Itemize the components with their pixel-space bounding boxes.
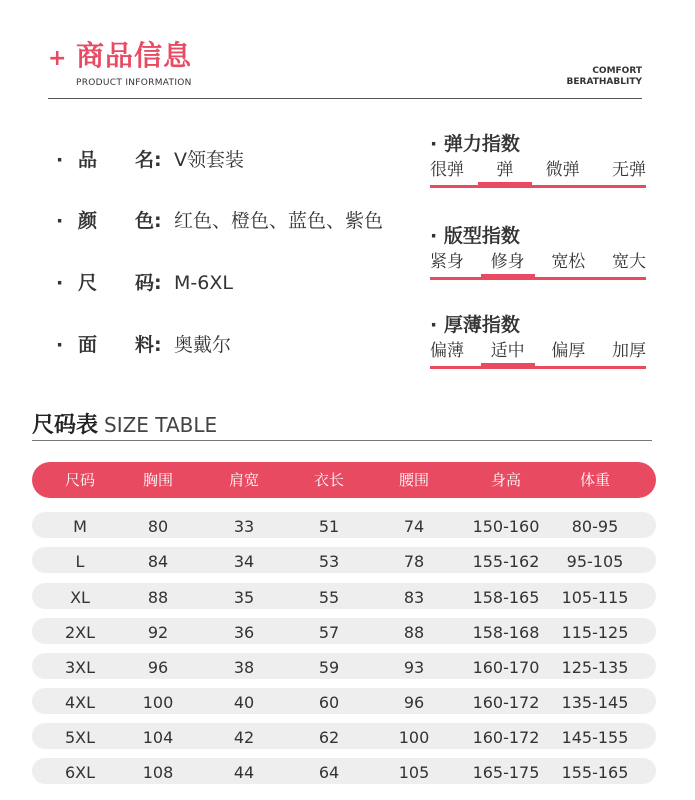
section-title: 商品信息: [76, 39, 193, 72]
table-cell: 55: [318, 588, 340, 607]
table-cell: 57: [318, 623, 340, 642]
table-cell: 35: [233, 588, 255, 607]
product-color-label: 颜 色:: [78, 210, 162, 232]
table-cell: 93: [403, 658, 425, 677]
size-table-subtitle: SIZE TABLE: [104, 413, 218, 437]
table-cell: 105-115: [561, 588, 629, 607]
table-cell: 105: [398, 763, 430, 782]
thickness-marker: [481, 363, 535, 369]
table-cell: 5XL: [64, 728, 96, 747]
option-selected: 适中: [490, 341, 525, 361]
header-cell: 衣长: [313, 471, 344, 489]
product-fabric-label: 面 料:: [78, 334, 162, 356]
product-fabric-value: 奥戴尔: [174, 334, 232, 356]
size-table-divider: [32, 440, 652, 441]
table-row: [32, 723, 656, 749]
section-subtitle: PRODUCT INFORMATION: [76, 78, 192, 88]
table-cell: 40: [233, 693, 255, 712]
table-cell: XL: [70, 588, 90, 607]
product-name-value: V领套装: [174, 149, 244, 171]
table-cell: 34: [233, 552, 255, 571]
table-cell: 51: [318, 517, 340, 536]
option: 加厚: [611, 341, 646, 361]
table-cell: 36: [233, 623, 255, 642]
fit-bar: [430, 277, 646, 280]
thickness-bar: [430, 366, 646, 369]
table-cell: 84: [147, 552, 169, 571]
elasticity-bar: [430, 185, 646, 188]
table-cell: 115-125: [561, 623, 629, 642]
elasticity-index-title: · 弹力指数: [430, 133, 520, 155]
size-table-header: [32, 462, 656, 498]
plus-icon: +: [48, 46, 67, 71]
table-row: [32, 618, 656, 644]
header-tagline: [567, 66, 642, 88]
table-cell: 95-105: [566, 552, 624, 571]
table-cell: 155-165: [561, 763, 629, 782]
table-cell: 160-170: [472, 658, 540, 677]
table-cell: M: [73, 517, 87, 536]
option: 无弹: [611, 160, 646, 180]
elasticity-index: [430, 131, 646, 191]
table-cell: 155-162: [472, 552, 540, 571]
table-cell: 2XL: [64, 623, 96, 642]
header-cell: 胸围: [142, 471, 173, 489]
table-cell: 100: [398, 728, 430, 747]
size-table-title: 尺码表: [32, 413, 99, 438]
table-cell: 53: [318, 552, 340, 571]
table-row: [32, 512, 656, 538]
table-cell: 3XL: [64, 658, 96, 677]
table-cell: 160-172: [472, 728, 540, 747]
table-cell: 158-168: [472, 623, 540, 642]
table-cell: 158-165: [472, 588, 540, 607]
header-cell: 身高: [490, 471, 521, 489]
elasticity-options: [430, 157, 646, 183]
fit-index: [430, 223, 646, 283]
table-cell: 92: [147, 623, 169, 642]
section-header: [48, 38, 642, 100]
table-cell: 38: [233, 658, 255, 677]
table-cell: 83: [403, 588, 425, 607]
table-cell: 125-135: [561, 658, 629, 677]
bullet: ·: [56, 149, 64, 171]
product-color-value: 红色、橙色、蓝色、紫色: [174, 210, 384, 232]
option: 很弹: [430, 160, 464, 180]
table-cell: 96: [403, 693, 425, 712]
table-cell: 88: [147, 588, 169, 607]
bullet: ·: [56, 334, 64, 356]
thickness-index: [430, 312, 646, 372]
size-table-heading: [32, 408, 652, 442]
table-row: [32, 547, 656, 573]
option: 宽大: [611, 252, 646, 272]
tagline-line-1: COMFORT: [592, 66, 642, 76]
table-row: [32, 583, 656, 609]
product-fabric-row: [56, 330, 231, 360]
table-cell: 150-160: [472, 517, 540, 536]
table-cell: 6XL: [64, 763, 96, 782]
table-cell: 59: [318, 658, 340, 677]
option: 偏厚: [551, 341, 586, 361]
table-cell: 100: [142, 693, 174, 712]
table-cell: 80-95: [571, 517, 619, 536]
option-selected: 修身: [490, 252, 525, 272]
product-size-label: 尺 码:: [78, 272, 162, 294]
table-cell: 44: [233, 763, 255, 782]
table-cell: 78: [403, 552, 425, 571]
product-name-row: [56, 145, 244, 175]
option: 偏薄: [430, 341, 464, 361]
tagline-line-2: BERATHABLITY: [566, 77, 642, 87]
product-name-label: 品 名:: [78, 149, 162, 171]
header-cell: 肩宽: [228, 471, 259, 489]
table-cell: 74: [403, 517, 425, 536]
header-divider: [48, 98, 642, 99]
option: 微弹: [545, 160, 580, 180]
table-row: [32, 653, 656, 679]
fit-options: [430, 249, 646, 275]
table-cell: 64: [318, 763, 340, 782]
table-cell: 33: [233, 517, 255, 536]
thickness-options: [430, 338, 646, 364]
table-cell: L: [75, 552, 85, 571]
table-cell: 80: [147, 517, 169, 536]
table-cell: 4XL: [64, 693, 96, 712]
fit-index-title: · 版型指数: [430, 225, 520, 247]
option: 紧身: [430, 252, 464, 272]
header-cell: 腰围: [398, 471, 429, 489]
thickness-index-title: · 厚薄指数: [430, 314, 520, 336]
table-row: [32, 688, 656, 714]
table-cell: 165-175: [472, 763, 540, 782]
table-cell: 96: [147, 658, 169, 677]
bullet: ·: [56, 272, 64, 294]
header-cell: 体重: [579, 471, 610, 489]
table-cell: 42: [233, 728, 255, 747]
elasticity-marker: [478, 182, 532, 188]
fit-marker: [481, 274, 535, 280]
option: 宽松: [551, 252, 586, 272]
product-color-row: [56, 206, 383, 236]
table-cell: 145-155: [561, 728, 629, 747]
product-size-value: M-6XL: [174, 272, 233, 294]
table-cell: 160-172: [472, 693, 540, 712]
option-selected: 弹: [496, 160, 514, 180]
bullet: ·: [56, 210, 64, 232]
table-cell: 108: [142, 763, 174, 782]
table-cell: 88: [403, 623, 425, 642]
table-cell: 135-145: [561, 693, 629, 712]
table-row: [32, 758, 656, 784]
table-cell: 62: [318, 728, 340, 747]
table-cell: 60: [318, 693, 340, 712]
header-cell: 尺码: [64, 471, 95, 489]
table-cell: 104: [142, 728, 174, 747]
product-size-row: [56, 268, 233, 298]
